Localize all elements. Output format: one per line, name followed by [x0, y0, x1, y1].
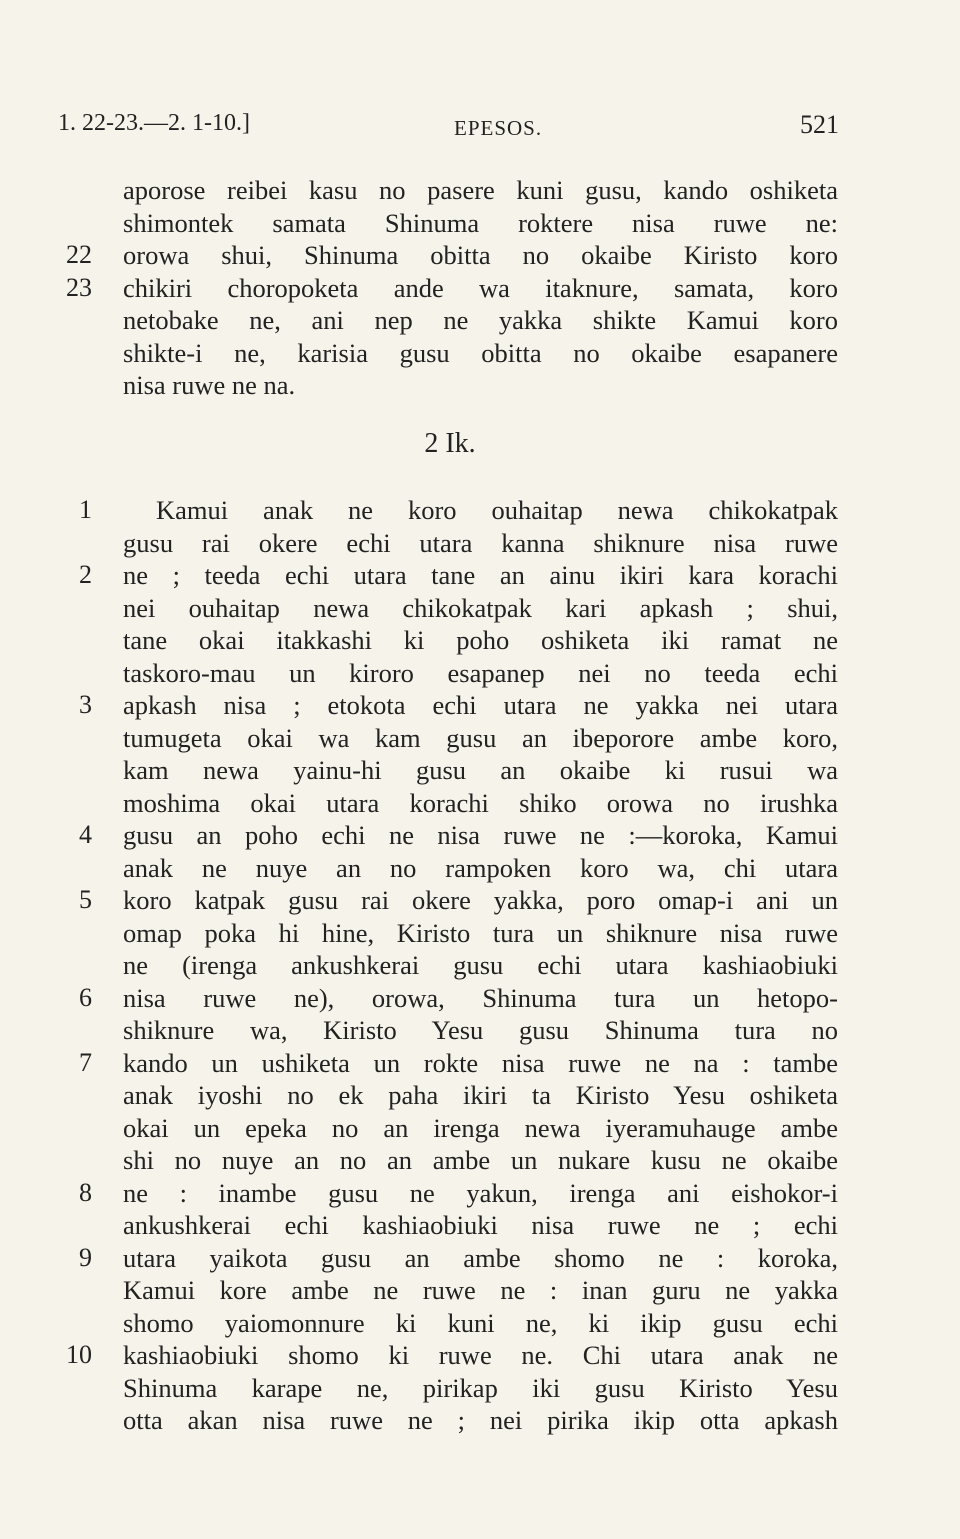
text-line — [0, 239, 960, 272]
line-text: anak ne nuye an no rampoken koro wa, chi utara — [123, 852, 838, 883]
line-text: nisa ruwe ne na. — [123, 370, 296, 400]
verse-number: 23 — [66, 272, 92, 302]
line-text: orowa shui, Shinuma obitta no okaibe Kiristo koro — [123, 240, 838, 270]
line-text: nisa ruwe ne), orowa, Shinuma tura un hetopo- — [123, 982, 838, 1013]
text-line — [0, 657, 960, 690]
text-line — [0, 1339, 960, 1372]
text-line — [0, 982, 960, 1015]
line-text: gusu an poho echi ne nisa ruwe ne :—koroka, Kamui — [123, 820, 838, 850]
text-line — [0, 272, 960, 305]
line-text: ne (irenga ankushkerai gusu echi utara kashiaobiuki — [123, 950, 838, 980]
line-text: shi no nuye an no an ambe un nukare kusu ne okaibe — [123, 1145, 838, 1175]
text-line — [0, 1047, 960, 1080]
text-line — [0, 337, 960, 370]
verse-number: 4 — [79, 820, 92, 849]
text-line — [0, 1307, 960, 1340]
line-text: shimontek samata Shinuma roktere nisa ruwe ne: — [123, 207, 838, 238]
text-line — [0, 207, 960, 240]
verse-number: 9 — [79, 1242, 92, 1272]
line-text: nei ouhaitap newa chikokatpak kari apkash ; shui, — [123, 592, 838, 623]
page-number: 521 — [800, 110, 839, 139]
text-line — [0, 917, 960, 950]
line-text: tane okai itakkashi ki poho oshiketa iki ramat ne — [123, 625, 838, 655]
verse-number: 6 — [79, 982, 92, 1012]
verse-number: 8 — [79, 1177, 92, 1207]
line-text: shiknure wa, Kiristo Yesu gusu Shinuma tura no — [123, 1015, 838, 1045]
line-text: kando un ushiketa un rokte nisa ruwe ne na : tambe — [123, 1047, 838, 1078]
verse-number: 7 — [79, 1047, 92, 1077]
text-line — [0, 1209, 960, 1242]
line-text: Kamui anak ne koro ouhaitap newa chikokatpak — [156, 495, 838, 525]
line-text: ne : inambe gusu ne yakun, irenga ani eishokor-i — [123, 1177, 838, 1208]
line-text: tumugeta okai wa kam gusu an ibeporore ambe koro, — [123, 722, 838, 753]
text-line — [0, 369, 960, 402]
text-line — [0, 852, 960, 885]
line-text: shomo yaiomonnure ki kuni ne, ki ikip gusu echi — [123, 1307, 838, 1338]
text-line — [0, 1079, 960, 1112]
line-text: Kamui kore ambe ne ruwe ne : inan guru ne yakka — [123, 1275, 838, 1305]
line-text: aporose reibei kasu no pasere kuni gusu, kando oshiketa — [123, 175, 838, 205]
line-text: koro katpak gusu rai okere yakka, poro omap-i ani un — [123, 885, 838, 915]
line-text: kam newa yainu-hi gusu an okaibe ki rusui wa — [123, 755, 838, 785]
line-text: utara yaikota gusu an ambe shomo ne : koroka, — [123, 1242, 838, 1273]
text-line — [0, 1177, 960, 1210]
line-text: ankushkerai echi kashiaobiuki nisa ruwe ne ; echi — [123, 1210, 838, 1240]
line-text: ne ; teeda echi utara tane an ainu ikiri kara korachi — [123, 560, 838, 590]
chapter-verse-reference: 1. 22-23.—2. 1-10.] — [58, 110, 250, 136]
text-line — [0, 624, 960, 657]
line-text: gusu rai okere echi utara kanna shiknure nisa ruwe — [123, 527, 838, 558]
text-line — [0, 689, 960, 722]
text-line — [0, 1144, 960, 1177]
verse-number: 5 — [79, 885, 92, 914]
text-line — [0, 949, 960, 982]
text-line — [0, 559, 960, 592]
line-text: netobake ne, ani nep ne yakka shikte Kamui koro — [123, 305, 838, 335]
page-header — [58, 110, 838, 150]
text-line — [0, 1404, 960, 1437]
text-line — [0, 722, 960, 755]
text-line — [0, 527, 960, 560]
line-text: anak iyoshi no ek paha ikiri ta Kiristo Yesu oshiketa — [123, 1080, 838, 1110]
text-line — [0, 304, 960, 337]
text-line — [0, 1112, 960, 1145]
chapter-heading — [0, 428, 960, 460]
verse-number: 2 — [79, 560, 92, 589]
text-line — [0, 1242, 960, 1275]
text-block-chapter-2 — [0, 494, 960, 1437]
text-line — [0, 819, 960, 852]
text-line — [0, 592, 960, 625]
text-line — [0, 754, 960, 787]
line-text: chikiri choropoketa ande wa itaknure, samata, koro — [123, 272, 838, 303]
line-text: moshima okai utara korachi shiko orowa no irushka — [123, 787, 838, 818]
chapter-heading-label: 2 Ik. — [424, 428, 476, 459]
text-line — [0, 174, 960, 207]
line-text: kashiaobiuki shomo ki ruwe ne. Chi utara anak ne — [123, 1340, 838, 1370]
text-line — [0, 1014, 960, 1047]
text-block-chapter-1-end — [0, 174, 960, 402]
line-text: apkash nisa ; etokota echi utara ne yakka nei utara — [123, 690, 838, 720]
running-title: EPESOS. — [454, 116, 543, 140]
text-line — [0, 884, 960, 917]
verse-number: 22 — [66, 240, 92, 269]
verse-number: 1 — [79, 495, 92, 524]
verse-number: 3 — [79, 690, 92, 719]
text-line — [0, 1372, 960, 1405]
verse-number: 10 — [66, 1340, 92, 1369]
line-text: taskoro-mau un kiroro esapanep nei no teeda echi — [123, 657, 838, 688]
line-text: Shinuma karape ne, pirikap iki gusu Kiristo Yesu — [123, 1372, 838, 1403]
text-line — [0, 1274, 960, 1307]
line-text: otta akan nisa ruwe ne ; nei pirika ikip otta apkash — [123, 1405, 838, 1435]
text-line — [0, 494, 960, 527]
line-text: omap poka hi hine, Kiristo tura un shiknure nisa ruwe — [123, 917, 838, 948]
text-line — [0, 787, 960, 820]
line-text: shikte-i ne, karisia gusu obitta no okaibe esapanere — [123, 337, 838, 368]
line-text: okai un epeka no an irenga newa iyeramuhauge ambe — [123, 1112, 838, 1143]
